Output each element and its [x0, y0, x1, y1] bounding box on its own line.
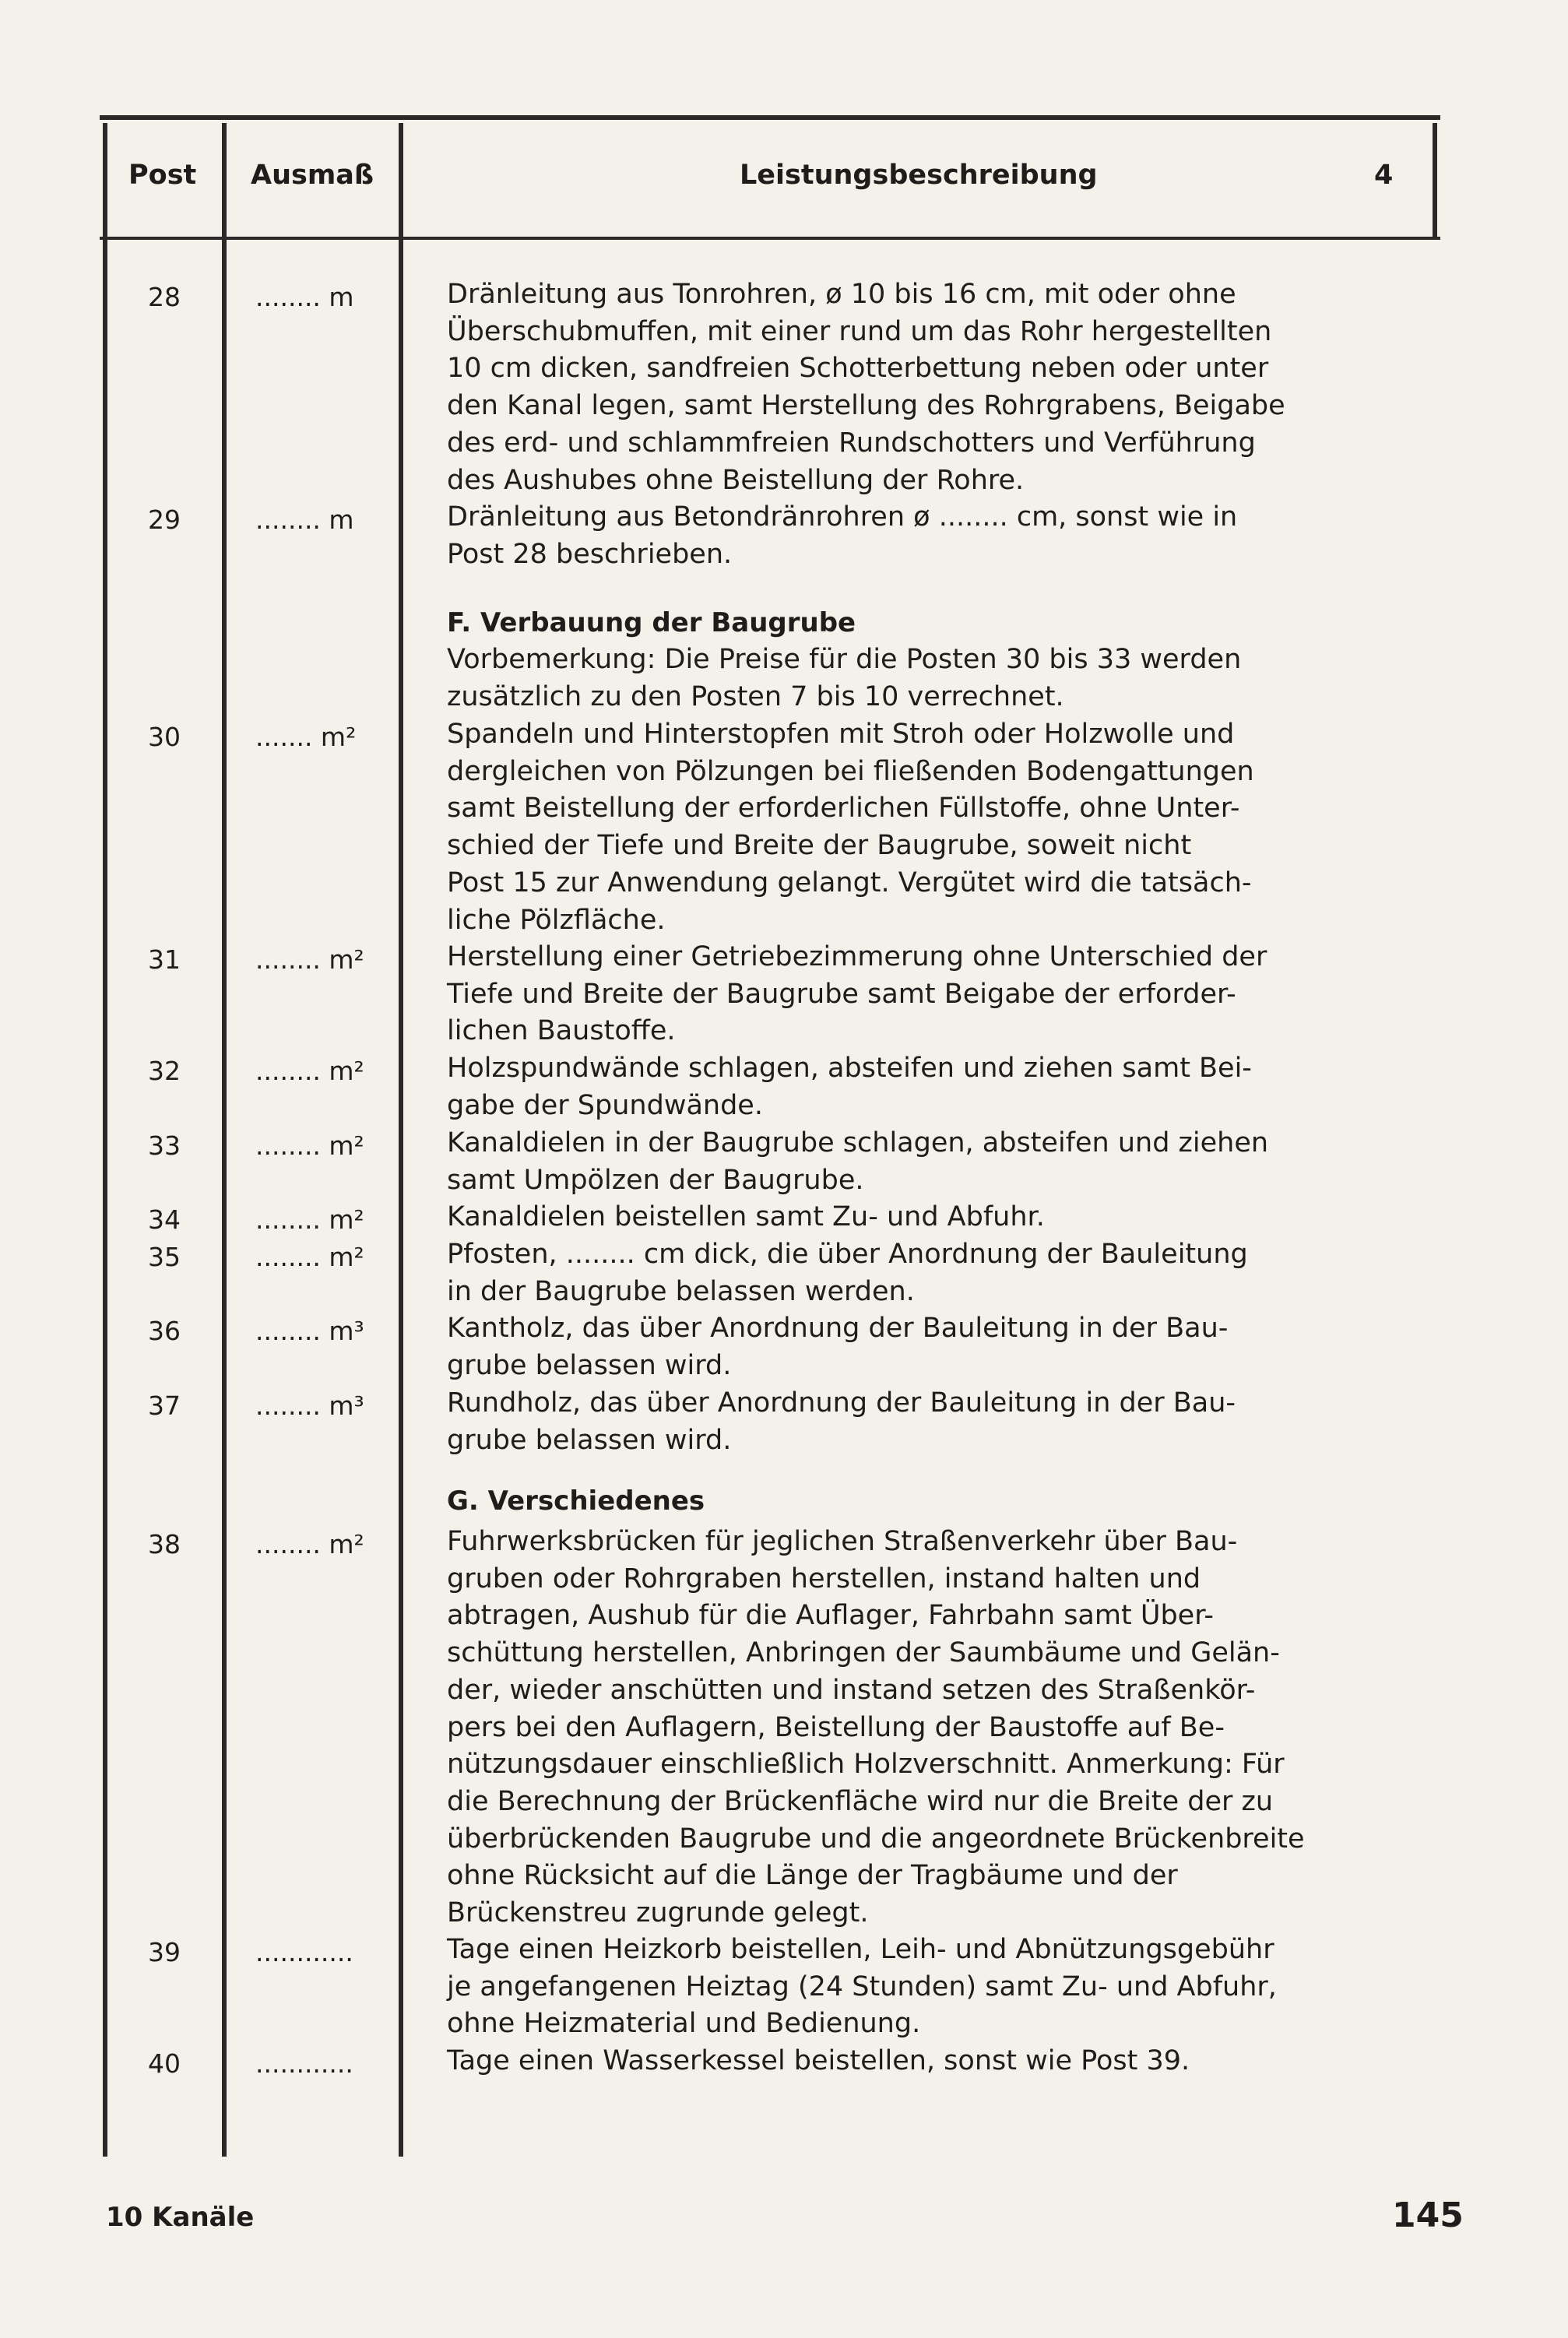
- text-line: des Aushubes ohne Beistellung der Rohre.: [447, 464, 1025, 496]
- text-line: nützungsdauer einschließlich Holzverschnitt. Anmerkung: Für: [447, 1749, 1285, 1781]
- quantity-unit: ........ m: [255, 282, 354, 312]
- quantity-unit: ............: [255, 1937, 353, 1967]
- quantity-unit: ........ m²: [255, 1242, 364, 1272]
- post-number: 29: [148, 505, 181, 535]
- post-number: 38: [148, 1529, 181, 1559]
- text-line: Kanaldielen beistellen samt Zu- und Abfuhr.: [447, 1201, 1045, 1232]
- text-line: grube belassen wird.: [447, 1424, 732, 1456]
- column-border-post: [222, 123, 227, 2157]
- text-line: Pfosten, ........ cm dick, die über Anordnung der Bauleitung: [447, 1239, 1248, 1270]
- text-line: Tiefe und Breite der Baugrube samt Beigabe der erforder-: [447, 978, 1236, 1010]
- text-line: Post 28 beschrieben.: [447, 538, 733, 570]
- text-line: Tage einen Wasserkessel beistellen, sonst wie Post 39.: [447, 2045, 1190, 2076]
- entry-description: [447, 1385, 1395, 1459]
- text-line: dergleichen von Pölzungen bei fließenden Bodengattungen: [447, 755, 1254, 787]
- column-border-ausmass: [399, 123, 403, 2157]
- top-rule: [100, 115, 1440, 120]
- text-line: gabe der Spundwände.: [447, 1089, 763, 1121]
- text-line: schied der Tiefe und Breite der Baugrube, soweit nicht: [447, 830, 1192, 862]
- text-line: Dränleitung aus Tonrohren, ø 10 bis 16 cm, mit oder ohne: [447, 279, 1236, 310]
- column-border-right: [1433, 123, 1437, 237]
- text-line: die Berechnung der Brückenfläche wird nur die Breite der zu: [447, 1785, 1274, 1817]
- quantity-unit: ........ m: [255, 505, 354, 535]
- entry-description: [447, 276, 1395, 499]
- post-number: 33: [148, 1130, 181, 1161]
- entry-description: [447, 499, 1395, 573]
- text-line: Post 15 zur Anwendung gelangt. Vergütet wird die tatsäch-: [447, 867, 1252, 898]
- text-line: Vorbemerkung: Die Preise für die Posten 30 bis 33 werden: [447, 644, 1242, 675]
- section-heading-f: F. Verbauung der Baugrube: [447, 607, 856, 638]
- text-line: schüttung herstellen, Anbringen der Saumbäume und Gelän-: [447, 1637, 1280, 1669]
- post-number: 37: [148, 1390, 181, 1421]
- text-line: Kantholz, das über Anordnung der Bauleitung in der Bau-: [447, 1313, 1229, 1344]
- text-line: gruben oder Rohrgraben herstellen, instand halten und: [447, 1563, 1201, 1594]
- post-number: 34: [148, 1204, 181, 1235]
- text-line: in der Baugrube belassen werden.: [447, 1275, 915, 1307]
- text-line: grube belassen wird.: [447, 1349, 732, 1381]
- post-number: 31: [148, 944, 181, 975]
- post-number: 28: [148, 282, 181, 312]
- text-line: überbrückenden Baugrube und die angeordnete Brückenbreite: [447, 1823, 1305, 1855]
- post-number: 39: [148, 1937, 181, 1967]
- quantity-unit: ........ m²: [255, 1204, 364, 1235]
- post-number: 30: [148, 722, 181, 752]
- text-line: 10 cm dicken, sandfreien Schotterbettung neben oder unter: [447, 353, 1269, 385]
- text-line: liche Pölzfläche.: [447, 904, 666, 936]
- quantity-unit: ........ m²: [255, 1529, 364, 1559]
- text-line: ohne Heizmaterial und Bedienung.: [447, 2008, 921, 2040]
- post-number: 35: [148, 1242, 181, 1272]
- quantity-unit: ............: [255, 2048, 353, 2079]
- entry-description: [447, 1199, 1395, 1236]
- quantity-unit: ........ m²: [255, 1130, 364, 1161]
- post-number: 32: [148, 1056, 181, 1086]
- header-column-number: 4: [1374, 160, 1394, 191]
- text-line: pers bei den Auflagern, Beistellung der Baustoffe auf Be-: [447, 1711, 1225, 1743]
- text-line: der, wieder anschütten und instand setzen des Straßenkör-: [447, 1674, 1256, 1706]
- text-line: Dränleitung aus Betondränrohren ø ........ cm, sonst wie in: [447, 501, 1238, 533]
- text-line: zusätzlich zu den Posten 7 bis 10 verrechnet.: [447, 680, 1064, 712]
- entry-description: [447, 2043, 1395, 2080]
- text-line: Holzspundwände schlagen, absteifen und ziehen samt Bei-: [447, 1053, 1252, 1084]
- text-line: Kanaldielen in der Baugrube schlagen, absteifen und ziehen: [447, 1127, 1269, 1158]
- text-line: Herstellung einer Getriebezimmerung ohne Unterschied der: [447, 941, 1267, 972]
- text-line: Fuhrwerksbrücken für jeglichen Straßenverkehr über Bau-: [447, 1526, 1238, 1557]
- column-border-left: [103, 123, 107, 2157]
- entry-description: [447, 1236, 1395, 1310]
- quantity-unit: ........ m³: [255, 1390, 364, 1421]
- entry-description: [447, 1050, 1395, 1124]
- text-line: lichen Baustoffe.: [447, 1015, 676, 1047]
- quantity-unit: ........ m³: [255, 1316, 364, 1346]
- entry-description: [447, 1524, 1395, 1932]
- quantity-unit: ....... m²: [255, 722, 357, 752]
- header-rule: [100, 237, 1440, 240]
- quantity-unit: ........ m²: [255, 944, 364, 975]
- section-f-preliminary-note: [447, 642, 1395, 715]
- header-leistungsbeschreibung: Leistungsbeschreibung: [740, 160, 1098, 191]
- quantity-unit: ........ m²: [255, 1056, 364, 1086]
- text-line: Spandeln und Hinterstopfen mit Stroh oder Holzwolle und: [447, 719, 1235, 750]
- header-post: Post: [128, 160, 197, 191]
- text-line: den Kanal legen, samt Herstellung des Rohrgrabens, Beigabe: [447, 390, 1285, 422]
- header-ausmass: Ausmaß: [251, 160, 374, 191]
- text-line: je angefangenen Heiztag (24 Stunden) samt Zu- und Abfuhr,: [447, 1971, 1277, 2002]
- entry-description: [447, 1932, 1395, 2043]
- entry-description: [447, 716, 1395, 939]
- page-number: 145: [1392, 2196, 1464, 2235]
- entry-description: [447, 939, 1395, 1050]
- entry-description: [447, 1310, 1395, 1384]
- text-line: abtragen, Aushub für die Auflager, Fahrbahn samt Über-: [447, 1600, 1214, 1632]
- entry-description: [447, 1125, 1395, 1199]
- footer-chapter: 10 Kanäle: [106, 2202, 255, 2233]
- text-line: Tage einen Heizkorb beistellen, Leih- und Abnützungsgebühr: [447, 1934, 1274, 1965]
- section-heading-g: G. Verschiedenes: [447, 1485, 705, 1517]
- text-line: Brückenstreu zugrunde gelegt.: [447, 1897, 869, 1929]
- text-line: Rundholz, das über Anordnung der Bauleitung in der Bau-: [447, 1387, 1236, 1419]
- text-line: ohne Rücksicht auf die Länge der Tragbäume und der: [447, 1860, 1178, 1892]
- text-line: samt Beistellung der erforderlichen Füllstoffe, ohne Unter-: [447, 793, 1240, 824]
- post-number: 36: [148, 1316, 181, 1346]
- text-line: samt Umpölzen der Baugrube.: [447, 1164, 864, 1196]
- text-line: Überschubmuffen, mit einer rund um das Rohr hergestellten: [447, 315, 1272, 347]
- post-number: 40: [148, 2048, 181, 2079]
- text-line: des erd- und schlammfreien Rundschotters und Verführung: [447, 427, 1256, 459]
